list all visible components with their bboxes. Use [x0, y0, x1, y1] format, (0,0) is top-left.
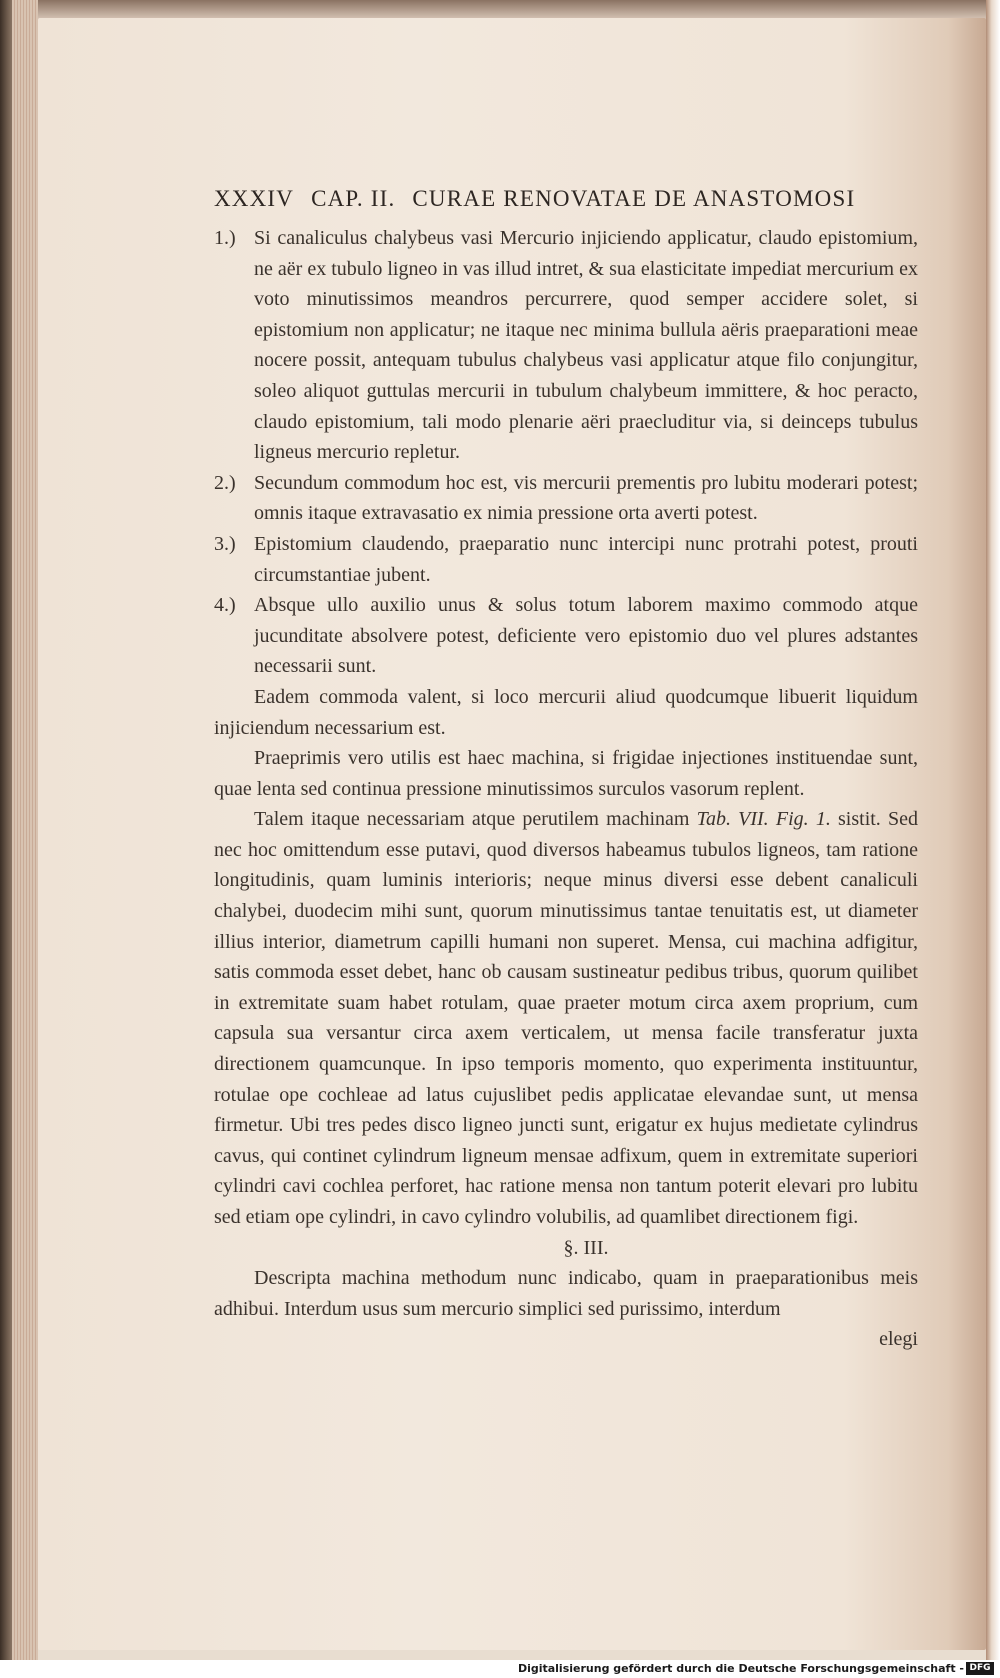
paragraph-text: sistit. Sed nec hoc omittendum esse putavi, quod diversos habeamus tubulos ligneos, tam ratione longitudinis, quam luminis interioris; neque minus diversi esse debent canaliculi chalybei, duodecim mihi sunt, quorum minutissimus tantae tenuitatis est, ut diameter illius interior, diametrum capilli humani non superet. Mensa, cui machina adfigitur, satis commoda esset debet, hanc ob causam sustineatur pedibus tribus, quorum quilibet in extremitate suam habet rotulam, quae praeter motum circa axem proprium, cum capsula sua versantur circa axem verticalem, ut mensa facile transferatur juxta directionem quamcunque. In ipso temporis momento, quo experimenta instituuntur, rotulae ope cochleae ad latus cujuslibet pedis applicatae elevandae sunt, ut mensa firmetur. Ubi tres pedes disco ligneo juncti sunt, erigatur ex hujus medietate cylindrus cavus, qui continet cylindrum ligneum mensae adfixum, quem in extremitate superiori cylindri cavi cochlea perforet, hac ratione mensa non tantum poterit elevari pro lubitu sed etiam ope cylindri, in cavo cylindro volubilis, ad quamlibet directionem figi.: [214, 808, 918, 1228]
item-text: Absque ullo auxilio unus & solus totum laborem maximo commodo atque jucunditate absolvere potest, deficiente vero epistomio duo vel plures adstantes necessarii sunt.: [254, 594, 918, 678]
book-binding-edge: [0, 0, 12, 1660]
list-item: [214, 468, 918, 529]
running-head: [214, 186, 872, 212]
page-stack-edge: [12, 0, 38, 1660]
item-text: Epistomium claudendo, praeparatio nunc intercipi nunc protrahi potest, prouti circumstantiae jubent.: [254, 532, 918, 586]
paragraph: Eadem commoda valent, si loco mercurii aliud quodcumque libuerit liquidum injiciendum necessarium est.: [214, 685, 918, 739]
item-text: Secundum commodum hoc est, vis mercurii prementis pro lubitu moderari potest; omnis itaque extravasatio ex nimia pressione orta averti potest.: [254, 471, 918, 525]
paragraph: Praeprimis vero utilis est haec machina, si frigidae injectiones instituendae sunt, quae lenta sed continua pressione minutissimos surculos vasorum replent.: [214, 747, 918, 800]
item-number: 3.): [214, 532, 236, 555]
paragraph: Descripta machina methodum nunc indicabo, quam in praeparationibus meis adhibui. Interdum usus sum mercurio simplici sed purissimo, interdum: [214, 1267, 918, 1320]
book-top-shadow: [38, 0, 986, 20]
catchword-line: [214, 1324, 918, 1355]
paragraph-text: Talem itaque necessariam atque perutilem machinam: [254, 808, 697, 831]
figure-reference: Tab. VII. Fig. 1.: [696, 808, 831, 831]
item-number: 1.): [214, 227, 236, 249]
body-text: [214, 223, 918, 1355]
item-text: Si canaliculus chalybeus vasi Mercurio injiciendo applicatur, claudo epistomium, ne aër ex tubulo ligneo in vas illud intret, & sua elasticitate impediat mercurium ex voto minutissimos meandros percurrere, quod semper accidere solet, si epistomium non applicatur; ne itaque nec minima bullula aëris praeparationi meae nocere possit, antequam tubulus chalybeus vasi applicatur atque filo conjungitur, soleo aliquot guttulas mercurii in tubulum chalybeum immittere, & hoc peracto, claudo epistomium, tali modo plenarie aëri praecluditur via, si deinceps tubulus ligneus mercurio repletur.: [254, 227, 918, 464]
item-number: 2.): [214, 471, 236, 494]
dfg-logo-icon: DFG: [966, 1662, 994, 1675]
page-right-edge: [986, 0, 1000, 1660]
paragraph: [214, 804, 918, 1232]
item-number: 4.): [214, 594, 236, 617]
chapter-label: CAP. II.: [311, 186, 396, 211]
section-heading: §. III.: [563, 1236, 609, 1259]
list-item: [214, 590, 918, 682]
list-item: [214, 223, 918, 468]
list-item: [214, 529, 918, 590]
footer-credit: Digitalisierung gefördert durch die Deutsche Forschungsgemeinschaft -: [517, 1662, 964, 1675]
running-title: CURAE RENOVATAE DE ANASTOMOSI: [412, 186, 856, 211]
catchword: elegi: [879, 1328, 918, 1351]
page-number: XXXIV: [214, 186, 295, 211]
